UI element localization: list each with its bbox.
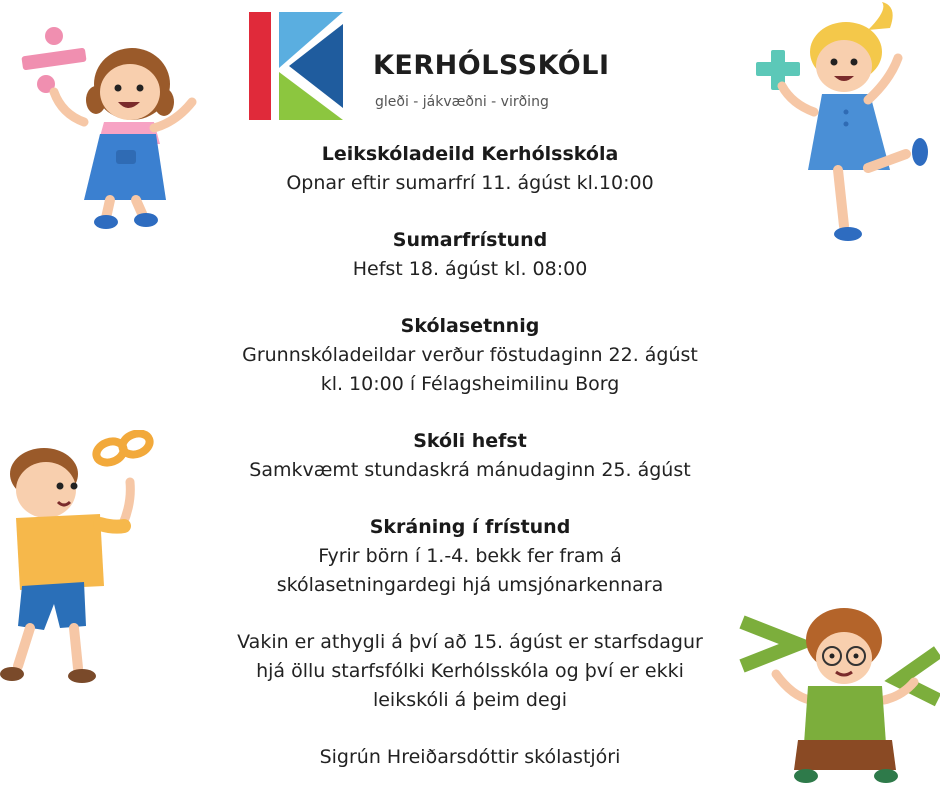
section-text: skólasetningardegi hjá umsjónarkennara (276, 574, 664, 596)
signature (150, 743, 790, 772)
section-title: Leikskóladeild Kerhólsskóla (321, 143, 619, 165)
section-sumarfristund (150, 226, 790, 284)
section-title: Skóli hefst (413, 430, 527, 452)
section-skolasetning (150, 312, 790, 399)
boy-with-greater-less-signs-icon (736, 604, 940, 788)
announcement (150, 140, 790, 772)
school-logo (249, 10, 649, 122)
note-text: Vakin er athygli á því að 15. ágúst er starfsdagur (237, 631, 703, 653)
section-title: Skólasetnnig (400, 315, 540, 337)
staff-day-note (150, 628, 790, 715)
section-skoli-hefst (150, 427, 790, 485)
girl-with-division-sign-icon (14, 22, 214, 232)
school-name: KERHÓLSSKÓLI (373, 50, 610, 81)
logo-mark-icon (249, 10, 349, 122)
section-title: Skráning í frístund (369, 516, 571, 538)
school-tagline: gleði - jákvæðni - virðing (375, 94, 549, 110)
section-text: kl. 10:00 í Félagsheimilinu Borg (320, 373, 620, 395)
section-text: Grunnskóladeildar verður föstudaginn 22. ágúst (242, 344, 698, 366)
section-skraning (150, 513, 790, 600)
signature-text: Sigrún Hreiðarsdóttir skólastjóri (319, 746, 621, 768)
note-text: leikskóli á þeim degi (372, 689, 568, 711)
section-text: Fyrir börn í 1.-4. bekk fer fram á (318, 545, 622, 567)
section-text: Hefst 18. ágúst kl. 08:00 (352, 258, 588, 280)
boy-with-infinity-sign-icon (0, 430, 160, 690)
girl-with-plus-sign-icon (748, 0, 938, 250)
section-leikskoladeild (150, 140, 790, 198)
section-text: Opnar eftir sumarfrí 11. ágúst kl.10:00 (286, 172, 654, 194)
section-title: Sumarfrístund (392, 229, 548, 251)
note-text: hjá öllu starfsfólki Kerhólsskóla og því er ekki (256, 660, 684, 682)
section-text: Samkvæmt stundaskrá mánudaginn 25. ágúst (249, 459, 691, 481)
